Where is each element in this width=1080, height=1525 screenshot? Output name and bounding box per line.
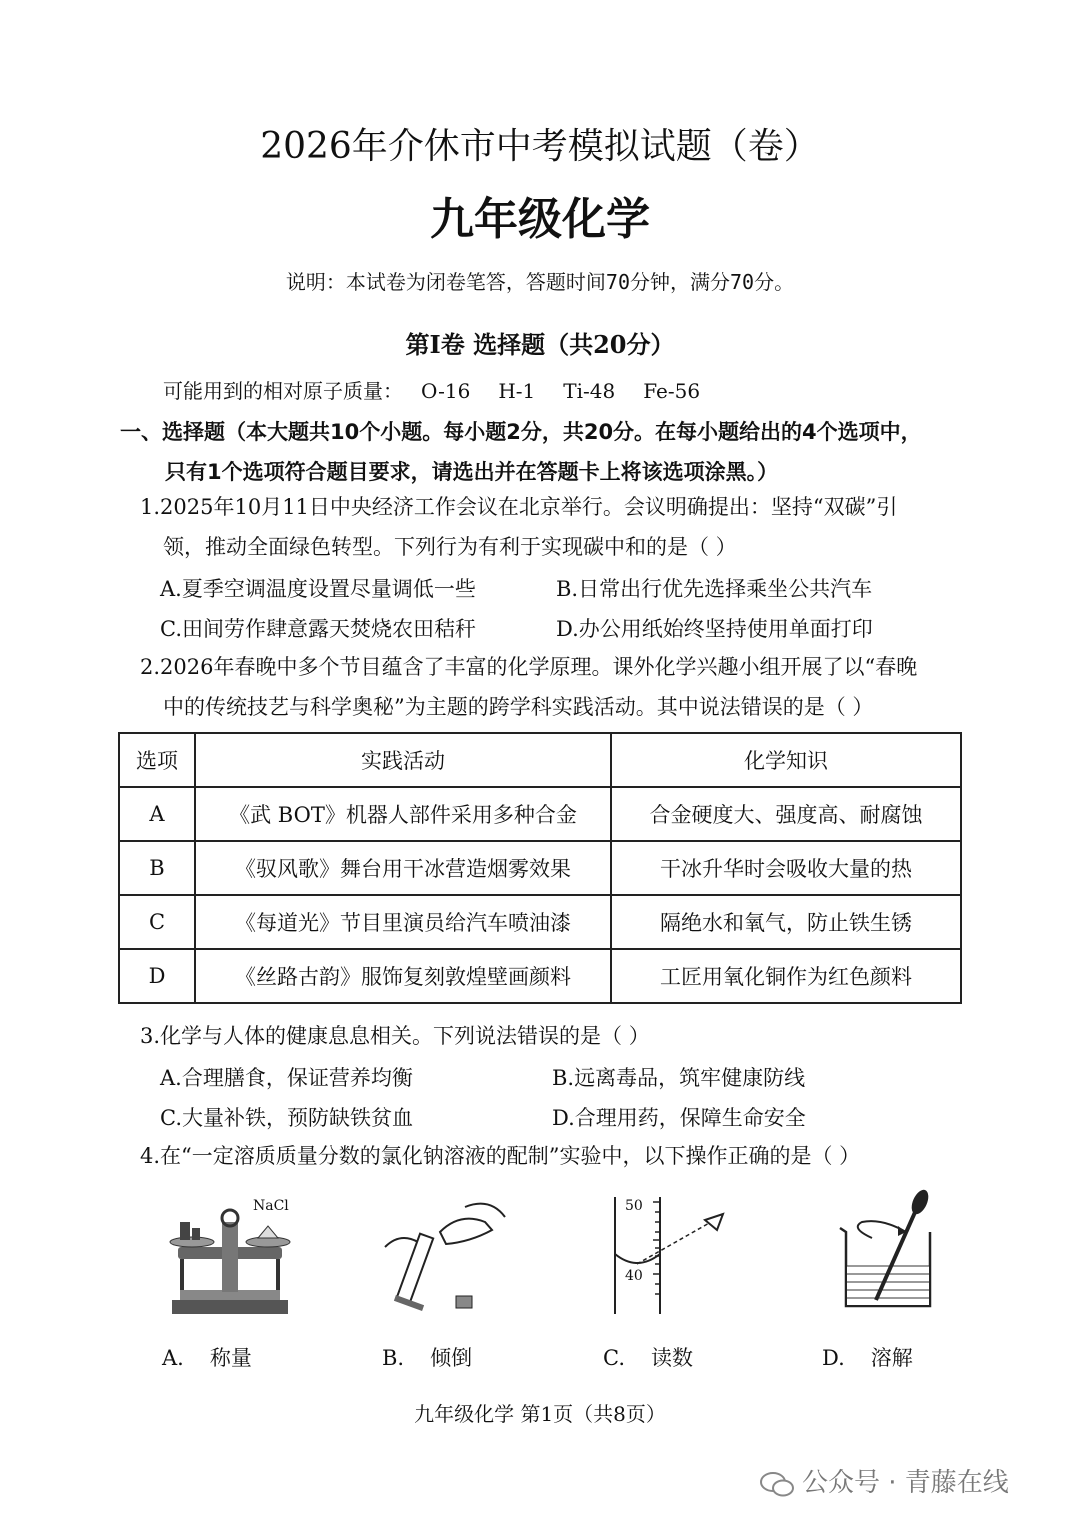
section-line-2: 只有1个选项符合题目要求，请选出并在答题卡上将该选项涂黑。）: [165, 460, 779, 484]
q3-option-a: A.合理膳食，保证营养均衡: [160, 1066, 413, 1090]
graduated-cylinder: [397, 1234, 433, 1303]
table-cell: 《丝路古韵》服饰复刻敦煌壁画颜料: [195, 949, 611, 1003]
masses-label: 可能用到的相对原子质量：: [163, 379, 403, 403]
mass-o: O-16: [421, 379, 471, 403]
exam-title: 2026年介休市中考模拟试题（卷）: [260, 126, 820, 167]
table-header-activity: 实践活动: [195, 733, 611, 787]
meniscus: [615, 1254, 660, 1263]
q1-option-c: C.田间劳作肆意露天焚烧农田秸秆: [160, 617, 476, 641]
fig-b-letter: B.: [382, 1346, 405, 1370]
q1-option-d: D.办公用纸始终坚持使用单面打印: [556, 617, 873, 641]
table-header-option: 选项: [119, 733, 195, 787]
fig-a-letter: A.: [162, 1346, 184, 1370]
atomic-masses: [163, 375, 728, 404]
table-row: [119, 787, 961, 841]
exam-notice: 说明：本试卷为闭卷笔答，答题时间70分钟，满分70分。: [285, 270, 795, 294]
bottle-stopper: [456, 1296, 472, 1308]
pouring-figure: [380, 1192, 510, 1320]
q3-option-c: C.大量补铁，预防缺铁贫血: [160, 1106, 413, 1130]
table-cell: 干冰升华时会吸收大量的热: [611, 841, 961, 895]
table-cell: 《武 BOT》机器人部件采用多种合金: [195, 787, 611, 841]
weight-large: [180, 1222, 190, 1240]
table-cell: 合金硬度大、强度高、耐腐蚀: [611, 787, 961, 841]
q2-table: [118, 732, 962, 1004]
section-line-1: 一、选择题（本大题共10个小题。每小题2分，共20分。在每小题给出的4个选项中，: [120, 420, 922, 444]
reagent-bottle: [440, 1219, 492, 1244]
eye-icon: [705, 1214, 723, 1230]
fig-d-letter: D.: [822, 1346, 845, 1370]
table-row: [119, 841, 961, 895]
balance-pillar: [222, 1222, 238, 1292]
wechat-icon: [760, 1471, 794, 1497]
balance-figure: [160, 1192, 300, 1320]
q1-option-b: B.日常出行优先选择乘坐公共汽车: [556, 577, 873, 601]
weight-small: [192, 1228, 200, 1240]
table-row: [119, 949, 961, 1003]
nacl-label: NaCl: [253, 1198, 289, 1214]
section-heading: [120, 412, 980, 492]
fig-a-text: 称量: [209, 1346, 252, 1370]
nacl-pile: [258, 1226, 278, 1238]
table-header-row: [119, 733, 961, 787]
watermark-text: 公众号 · 青藤在线: [802, 1468, 1009, 1498]
table-header-knowledge: 化学知识: [611, 733, 961, 787]
dropper-bulb: [908, 1188, 931, 1217]
question-3-line-1: 3.化学与人体的健康息息相关。下列说法错误的是（ ）: [140, 1024, 650, 1048]
fig-b-label: [382, 1342, 472, 1372]
q1-option-a: A.夏季空调温度设置尽量调低一些: [160, 577, 476, 601]
table-cell: B: [119, 841, 195, 895]
table-cell: 工匠用氧化铜作为红色颜料: [611, 949, 961, 1003]
sight-line: [637, 1222, 711, 1264]
scale-50: 50: [625, 1198, 643, 1214]
page-footer: 九年级化学 第1页（共8页）: [414, 1402, 666, 1426]
scale-40: 40: [625, 1268, 643, 1284]
table-row: [119, 895, 961, 949]
fig-c-text: 读数: [651, 1346, 693, 1370]
fig-c-label: [603, 1342, 693, 1372]
balance-base: [172, 1300, 288, 1314]
question-2-line-1: 2.2026年春晚中多个节目蕴含了丰富的化学原理。课外化学兴趣小组开展了以“春晚: [140, 655, 918, 679]
reading-figure: [605, 1192, 735, 1320]
table-cell: 《每道光》节目里演员给汽车喷油漆: [195, 895, 611, 949]
question-4-line-1: 4.在“一定溶质质量分数的氯化钠溶液的配制”实验中，以下操作正确的是（ ）: [140, 1144, 861, 1168]
hand-right: [465, 1204, 505, 1217]
mass-ti: Ti-48: [563, 379, 616, 403]
q3-option-b: B.远离毒品，筑牢健康防线: [552, 1066, 806, 1090]
mass-h: H-1: [498, 379, 536, 403]
mass-fe: Fe-56: [643, 379, 701, 403]
part-title: 第Ⅰ卷 选择题（共20分）: [405, 330, 675, 359]
question-1-line-1: 1.2025年10月11日中央经济工作会议在北京举行。会议明确提出：坚持“双碳”引: [140, 495, 898, 519]
question-2-line-2: 中的传统技艺与科学奥秘”为主题的跨学科实践活动。其中说法错误的是（ ）: [163, 695, 874, 719]
table-cell: D: [119, 949, 195, 1003]
fig-d-text: 溶解: [870, 1346, 913, 1370]
hand-left: [385, 1238, 418, 1247]
dissolving-figure: [832, 1188, 952, 1320]
table-cell: A: [119, 787, 195, 841]
fig-a-label: [162, 1342, 252, 1372]
fig-c-letter: C.: [603, 1346, 625, 1370]
q3-option-d: D.合理用药，保障生命安全: [552, 1106, 806, 1130]
fig-b-text: 倾倒: [430, 1346, 473, 1370]
fig-d-label: [822, 1342, 913, 1372]
table-cell: 隔绝水和氧气，防止铁生锈: [611, 895, 961, 949]
watermark: [760, 1462, 1009, 1499]
table-cell: 《驭风歌》舞台用干冰营造烟雾效果: [195, 841, 611, 895]
subject-title: 九年级化学: [430, 194, 650, 245]
question-1-line-2: 领，推动全面绿色转型。下列行为有利于实现碳中和的是（ ）: [163, 535, 737, 559]
scale-ticks: [653, 1202, 660, 1294]
table-cell: C: [119, 895, 195, 949]
